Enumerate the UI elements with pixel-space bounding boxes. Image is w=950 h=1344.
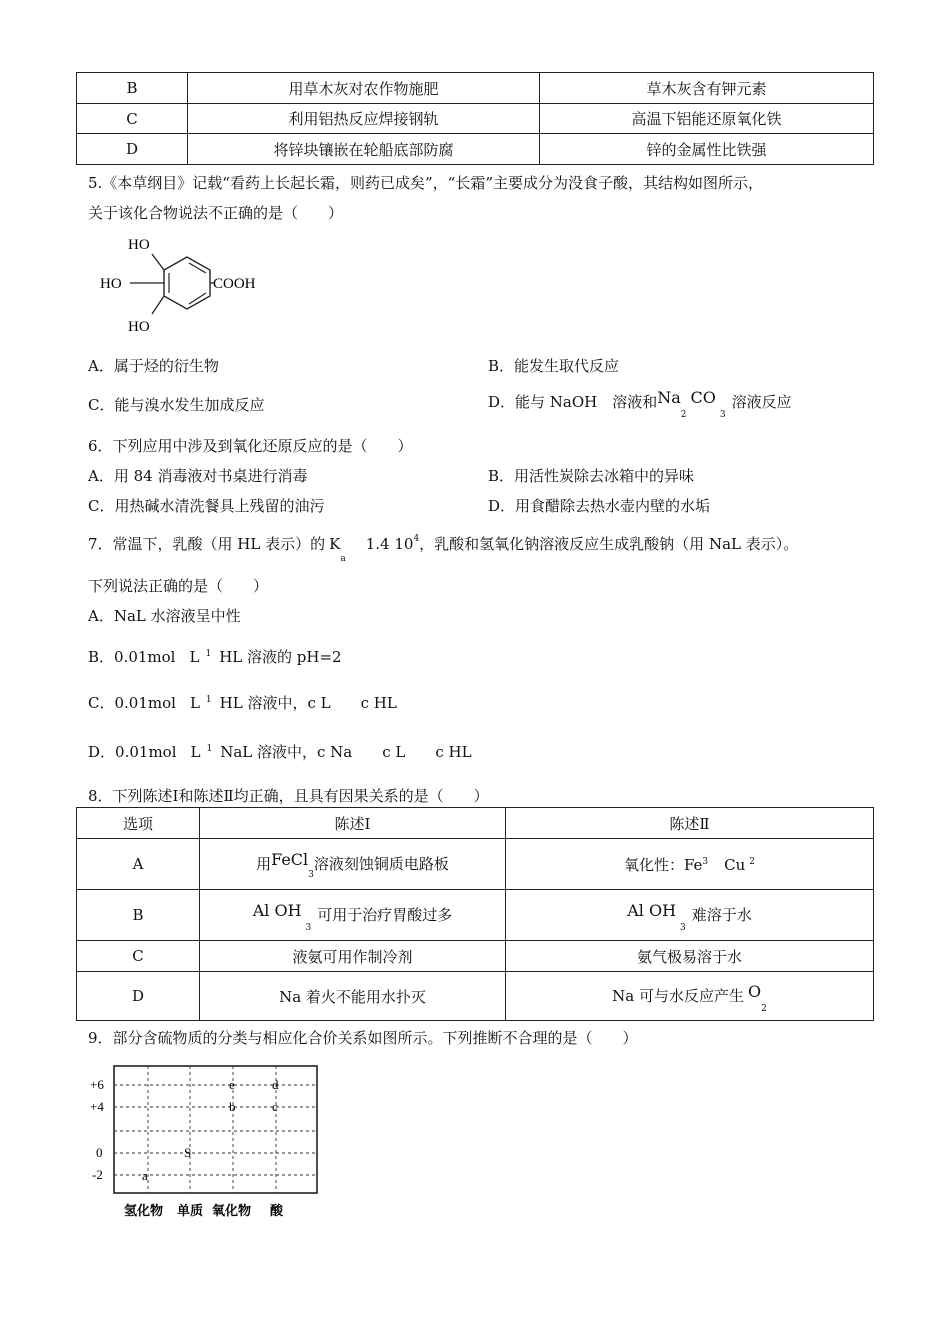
q7-stem-line1: 7．常温下，乳酸（用 HL 表示）的 $K_a1.4$ $10^4$，乳酸和氢氧化钠溶液反应生成乳酸钠（用 NaL 表示）。 — [88, 534, 799, 564]
q8-row-c-statement-1: 液氨可用作制冷剂 — [200, 941, 506, 972]
benzene-ring — [164, 257, 210, 309]
xlabel-element: 单质 — [177, 1203, 204, 1218]
ytick-plus6: +6 — [90, 1077, 104, 1092]
gallic-acid-structure — [92, 230, 272, 342]
ytick-plus4: +4 — [90, 1099, 104, 1114]
ytick-zero: 0 — [96, 1145, 103, 1160]
q8-row-c-statement-2: 氨气极易溶于水 — [506, 941, 874, 972]
q4-b-col2: 草木灰含有钾元素 — [540, 73, 874, 104]
q7-option-c: C．0.01mol L $^1$ HL 溶液中，c L c HL — [88, 694, 397, 712]
q4-d-col2: 锌的金属性比铁强 — [540, 134, 874, 165]
ytick-minus2: -2 — [92, 1167, 103, 1182]
q8-header-option: 选项 — [77, 808, 200, 839]
q8-header-statement-2: 陈述Ⅱ — [506, 808, 874, 839]
point-a: a — [142, 1168, 148, 1183]
xlabel-hydride: 氢化物 — [124, 1203, 164, 1218]
q8-row-c-option: C — [77, 941, 200, 972]
ho-bot-label: HO — [128, 319, 150, 335]
q5-option-b: B．能发生取代反应 — [488, 357, 620, 375]
q6-option-a: A．用 84 消毒液对书桌进行消毒 — [88, 467, 308, 485]
q6-stem: 6．下列应用中涉及到氧化还原反应的是（ ） — [88, 437, 413, 455]
q9-stem: 9．部分含硫物质的分类与相应化合价关系如图所示。下列推断不合理的是（ ） — [88, 1029, 638, 1047]
q5-option-a: A．属于烃的衍生物 — [88, 357, 219, 375]
q6-option-b: B．用活性炭除去冰箱中的异味 — [488, 467, 695, 485]
q8-row-b-statement-1: Al $OH_3$可用于治疗胃酸过多 — [200, 890, 506, 941]
q4-opt-d: D — [77, 134, 188, 165]
q8-table — [76, 807, 874, 1021]
point-d: d — [272, 1077, 279, 1092]
q5-option-c: C．能与溴水发生加成反应 — [88, 396, 265, 414]
xlabel-acid: 酸 — [270, 1203, 284, 1218]
q4-table — [76, 72, 874, 165]
q8-row-d-statement-2: Na 可与水反应产生 $O_2$ — [506, 972, 874, 1021]
q8-row-a-option: A — [77, 839, 200, 890]
ho-mid-label: HO — [100, 276, 122, 292]
q6-option-c: C．用热碱水清洗餐具上残留的油污 — [88, 497, 325, 515]
q5-stem-line1: 5.《本草纲目》记载“看药上长起长霜，则药已成矣”，“长霜”主要成分为没食子酸，其结构如图所示， — [88, 174, 763, 192]
q7-option-b: B．0.01mol L $^1$ HL 溶液的 pH=2 — [88, 648, 342, 666]
point-b: b — [229, 1099, 236, 1114]
q8-row-d-statement-1: Na 着火不能用水扑灭 — [200, 972, 506, 1021]
q4-opt-c: C — [77, 104, 188, 134]
q8-row-b-option: B — [77, 890, 200, 941]
q8-row-d-option: D — [77, 972, 200, 1021]
q8-row-a-statement-2: 氧化性：Fe$^3$ Cu $^2$ — [506, 839, 874, 890]
q4-c-col2: 高温下铝能还原氧化铁 — [540, 104, 874, 134]
q8-stem: 8．下列陈述Ⅰ和陈述Ⅱ均正确，且具有因果关系的是（ ） — [88, 787, 489, 805]
sulfur-valence-chart — [88, 1058, 328, 1222]
q7-option-d: D．0.01mol L $^1$ NaL 溶液中，c Na c L c HL — [88, 743, 472, 761]
point-s: S — [184, 1145, 192, 1160]
point-c: c — [272, 1099, 278, 1114]
ho-top-label: HO — [128, 237, 150, 253]
q8-header-statement-1: 陈述Ⅰ — [200, 808, 506, 839]
q4-c-col1: 利用铝热反应焊接钢轨 — [188, 104, 540, 134]
q7-option-a: A．NaL 水溶液呈中性 — [88, 607, 241, 625]
q5-stem-line2: 关于该化合物说法不正确的是（ ） — [88, 204, 344, 222]
q8-row-a-statement-1: 用FeCl$_3$溶液刻蚀铜质电路板 — [200, 839, 506, 890]
q8-row-b-statement-2: Al $OH_3$难溶于水 — [506, 890, 874, 941]
q5-option-d: D．能与 NaOH 溶液和$Na_2CO_3$溶液反应 — [488, 388, 792, 420]
q6-option-d: D．用食醋除去热水壶内壁的水垢 — [488, 497, 711, 515]
q4-opt-b: B — [77, 73, 188, 104]
q7-stem-line2: 下列说法正确的是（ ） — [88, 577, 269, 595]
cooh-label: COOH — [213, 276, 256, 292]
q4-d-col1: 将锌块镶嵌在轮船底部防腐 — [188, 134, 540, 165]
q4-b-col1: 用草木灰对农作物施肥 — [188, 73, 540, 104]
xlabel-oxide: 氧化物 — [212, 1203, 252, 1218]
point-e: e — [229, 1077, 235, 1092]
